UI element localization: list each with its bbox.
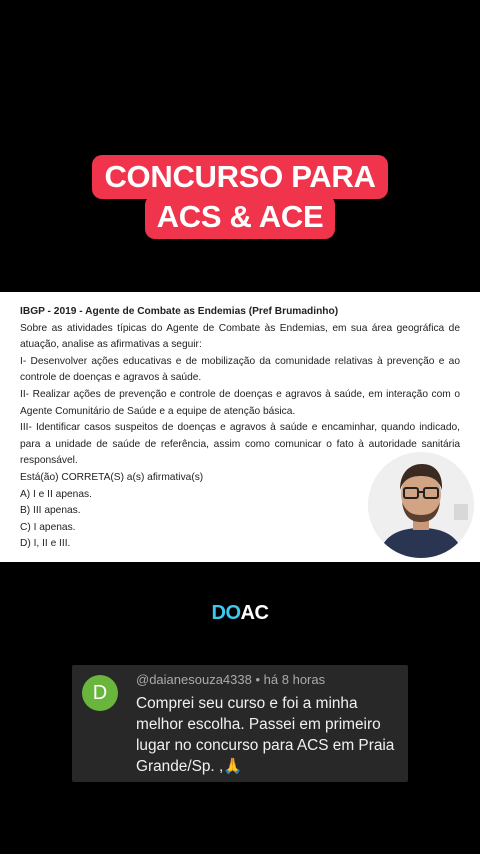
comment-card <box>72 665 408 782</box>
question-header: IBGP - 2019 - Agente de Combate as Endemias (Pref Brumadinho) <box>20 306 339 317</box>
question-intro: Sobre as atividades típicas do Agente de Combate às Endemias, em sua área geográfica de atuação, analise as afirmativas a seguir: <box>20 322 460 351</box>
statement-iii: III- Identificar casos suspeitos de doenças e agravos à saúde e encaminhar, quando indicado, para a unidade de saúde de referência, assim como comunicar o fato à autoridade sanitária responsável. <box>20 422 460 467</box>
option-c: C) I apenas. <box>20 521 76 533</box>
statement-i: I- Desenvolver ações educativas e de mobilização da comunidade relativas à prevenção e ao controle de doenças e agravos à saúde. <box>20 355 460 384</box>
comment-author[interactable]: @daianesouza4338 <box>136 672 252 687</box>
comment-time: há 8 horas <box>263 672 326 687</box>
meta-separator: • <box>255 672 261 687</box>
presenter-portrait-icon <box>368 452 474 558</box>
brand-part-1: DO <box>211 602 241 624</box>
commenter-avatar[interactable]: D <box>82 675 118 711</box>
title-line-2: ACS & ACE <box>145 195 336 239</box>
brand-logo <box>0 602 480 625</box>
comment-meta <box>136 672 325 687</box>
comment-text: Comprei seu curso e foi a minha melhor escolha. Passei em primeiro lugar no concurso para ACS em Praia Grande/Sp. ,🙏 <box>136 695 395 775</box>
option-b: B) III apenas. <box>20 505 81 517</box>
statement-ii: II- Realizar ações de prevenção e controle de doenças e agravos à saúde, em interação com o Agente Comunitário de Saúde e a equipe de atenção básica. <box>20 388 460 417</box>
option-d: D) I, II e III. <box>20 538 71 550</box>
presenter-avatar <box>368 452 474 558</box>
brand-part-2: AC <box>240 602 269 624</box>
question-prompt: Está(ão) CORRETA(S) a(s) afirmativa(s) <box>20 471 204 483</box>
video-title <box>0 155 480 239</box>
title-line-1: CONCURSO PARA <box>92 155 387 199</box>
option-a: A) I e II apenas. <box>20 488 92 500</box>
